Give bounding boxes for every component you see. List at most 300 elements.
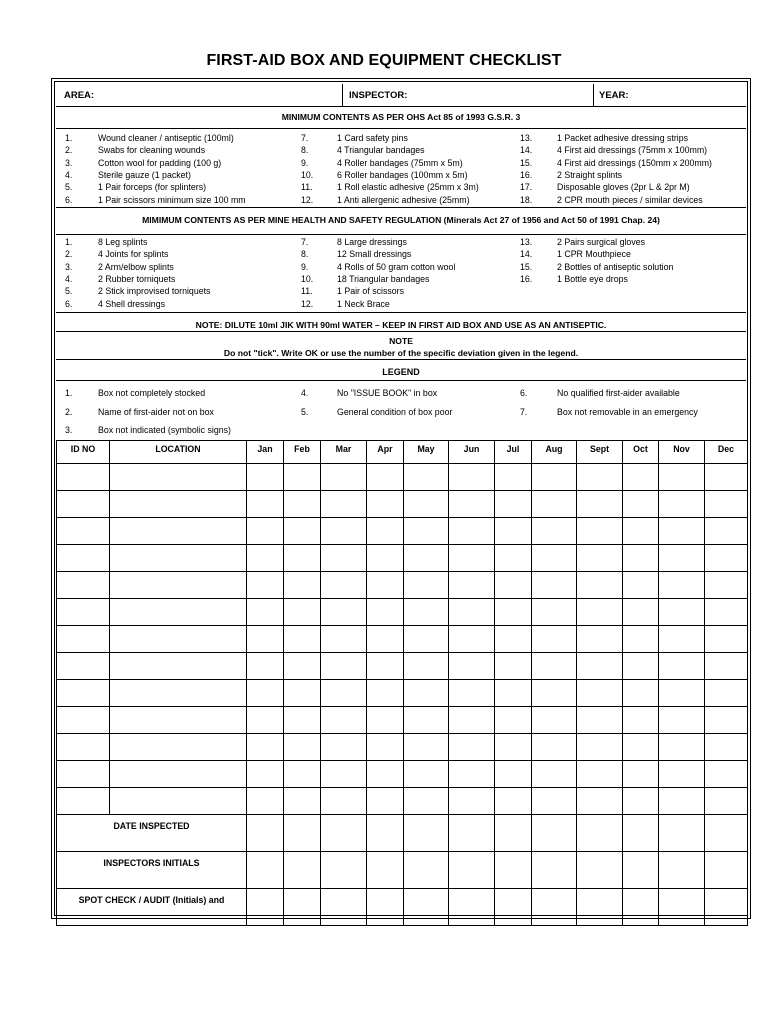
footer-row	[57, 815, 748, 852]
list-item: 4 First aid dressings (75mm x 100mm)	[557, 145, 708, 156]
table-cell[interactable]	[623, 852, 659, 889]
table-cell[interactable]	[449, 653, 495, 680]
table-cell[interactable]	[495, 889, 532, 926]
table-cell[interactable]	[284, 761, 321, 788]
table-cell[interactable]	[449, 626, 495, 653]
table-cell[interactable]	[577, 599, 623, 626]
list-item: 8 Large dressings	[337, 237, 407, 247]
table-cell[interactable]	[705, 680, 748, 707]
table-cell[interactable]	[247, 852, 284, 889]
table-cell[interactable]	[57, 761, 110, 788]
table-row	[57, 518, 748, 545]
list-item: 1 Neck Brace	[337, 298, 390, 309]
table-cell[interactable]	[623, 889, 659, 926]
table-cell[interactable]	[705, 815, 748, 852]
table-cell[interactable]	[577, 572, 623, 599]
item-number: 9.	[301, 157, 309, 168]
table-cell[interactable]	[110, 707, 247, 734]
table-cell[interactable]	[367, 572, 404, 599]
table-cell[interactable]	[321, 852, 367, 889]
table-cell[interactable]	[110, 491, 247, 518]
item-number: 11.	[301, 286, 313, 297]
table-cell[interactable]	[623, 545, 659, 572]
table-cell[interactable]	[110, 572, 247, 599]
table-cell[interactable]	[623, 707, 659, 734]
table-cell[interactable]	[247, 815, 284, 852]
item-number: 10.	[301, 169, 314, 180]
table-cell[interactable]	[321, 707, 367, 734]
footer-label: INSPECTORS INITIALS	[57, 852, 247, 889]
table-cell[interactable]	[495, 572, 532, 599]
table-cell[interactable]	[284, 545, 321, 572]
table-cell[interactable]	[110, 653, 247, 680]
table-cell[interactable]	[577, 491, 623, 518]
table-cell[interactable]	[57, 572, 110, 599]
table-cell[interactable]	[57, 599, 110, 626]
table-cell[interactable]	[321, 889, 367, 926]
column-header: ID NO	[57, 441, 110, 464]
table-cell[interactable]	[449, 545, 495, 572]
table-cell[interactable]	[659, 626, 705, 653]
table-cell[interactable]	[495, 626, 532, 653]
table-cell[interactable]	[57, 707, 110, 734]
legend-item: No "ISSUE BOOK" in box	[337, 388, 438, 398]
legend-title: LEGEND	[382, 367, 420, 377]
table-cell[interactable]	[623, 572, 659, 599]
table-cell[interactable]	[532, 889, 577, 926]
table-cell[interactable]	[532, 464, 577, 491]
table-cell[interactable]	[495, 734, 532, 761]
column-header: Jun	[449, 441, 495, 464]
table-cell[interactable]	[57, 464, 110, 491]
note-text: Do not "tick". Write OK or use the number of the specific deviation given in the legend.	[223, 348, 579, 358]
list-item: 4 Joints for splints	[98, 249, 169, 260]
table-cell[interactable]	[321, 464, 367, 491]
table-cell[interactable]	[247, 761, 284, 788]
table-cell[interactable]	[57, 518, 110, 545]
table-cell[interactable]	[404, 761, 449, 788]
table-cell[interactable]	[623, 518, 659, 545]
table-cell[interactable]	[577, 788, 623, 815]
table-cell[interactable]	[404, 680, 449, 707]
table-cell[interactable]	[449, 761, 495, 788]
table-cell[interactable]	[110, 545, 247, 572]
item-number: 12.	[301, 194, 314, 205]
item-number: 13.	[520, 237, 533, 247]
divider	[56, 128, 746, 129]
table-cell[interactable]	[110, 734, 247, 761]
table-cell[interactable]	[532, 518, 577, 545]
item-number: 14.	[520, 145, 533, 156]
table-cell[interactable]	[623, 680, 659, 707]
table-cell[interactable]	[57, 491, 110, 518]
table-cell[interactable]	[532, 572, 577, 599]
table-cell[interactable]	[57, 734, 110, 761]
table-cell[interactable]	[321, 788, 367, 815]
legend-item: Name of first-aider not on box	[98, 407, 214, 417]
table-cell[interactable]	[449, 788, 495, 815]
item-number: 17.	[520, 182, 533, 193]
table-cell[interactable]	[284, 572, 321, 599]
table-cell[interactable]	[367, 491, 404, 518]
table-cell[interactable]	[404, 852, 449, 889]
table-cell[interactable]	[284, 464, 321, 491]
table-cell[interactable]	[705, 734, 748, 761]
table-cell[interactable]	[367, 464, 404, 491]
column-header: Apr	[367, 441, 404, 464]
list-item: Disposable gloves (2pr L & 2pr M)	[557, 182, 690, 193]
table-cell[interactable]	[705, 545, 748, 572]
table-cell[interactable]	[367, 626, 404, 653]
table-cell[interactable]	[705, 491, 748, 518]
table-cell[interactable]	[623, 761, 659, 788]
table-cell[interactable]	[623, 653, 659, 680]
list-item: 12 Small dressings	[337, 249, 412, 260]
list-item: 1 Pair forceps (for splinters)	[98, 182, 207, 193]
table-cell[interactable]	[532, 815, 577, 852]
table-cell[interactable]	[659, 788, 705, 815]
table-cell[interactable]	[705, 518, 748, 545]
table-cell[interactable]	[577, 653, 623, 680]
table-cell[interactable]	[247, 518, 284, 545]
table-cell[interactable]	[659, 599, 705, 626]
table-cell[interactable]	[532, 545, 577, 572]
table-row	[57, 572, 748, 599]
table-cell[interactable]	[367, 734, 404, 761]
table-cell[interactable]	[449, 491, 495, 518]
item-number: 18.	[520, 194, 533, 205]
legend-item: Box not indicated (symbolic signs)	[98, 425, 231, 435]
table-cell[interactable]	[449, 518, 495, 545]
note-title: NOTE	[389, 336, 413, 346]
table-cell[interactable]	[705, 761, 748, 788]
table-cell[interactable]	[321, 491, 367, 518]
list-item: 4 Triangular bandages	[337, 145, 425, 156]
list-item: 4 First aid dressings (150mm x 200mm)	[557, 157, 712, 168]
table-cell[interactable]	[623, 815, 659, 852]
table-cell[interactable]	[404, 491, 449, 518]
table-cell[interactable]	[247, 599, 284, 626]
table-cell[interactable]	[705, 572, 748, 599]
table-cell[interactable]	[110, 518, 247, 545]
table-cell[interactable]	[705, 464, 748, 491]
table-cell[interactable]	[495, 761, 532, 788]
table-cell[interactable]	[705, 707, 748, 734]
table-cell[interactable]	[321, 734, 367, 761]
list-item: 8 Leg splints	[98, 237, 148, 247]
item-number: 2.	[65, 145, 73, 156]
table-cell[interactable]	[449, 599, 495, 626]
table-cell[interactable]	[449, 815, 495, 852]
table-cell[interactable]	[623, 626, 659, 653]
table-row	[57, 599, 748, 626]
divider	[56, 234, 746, 235]
table-cell[interactable]	[247, 491, 284, 518]
table-cell[interactable]	[321, 815, 367, 852]
table-cell[interactable]	[705, 626, 748, 653]
list-item: 1 Bottle eye drops	[557, 273, 628, 284]
table-cell[interactable]	[532, 788, 577, 815]
table-cell[interactable]	[404, 734, 449, 761]
table-cell[interactable]	[577, 761, 623, 788]
table-cell[interactable]	[110, 464, 247, 491]
table-cell[interactable]	[659, 572, 705, 599]
table-cell[interactable]	[495, 491, 532, 518]
table-cell[interactable]	[532, 653, 577, 680]
table-cell[interactable]	[321, 680, 367, 707]
table-cell[interactable]	[577, 518, 623, 545]
table-cell[interactable]	[367, 852, 404, 889]
list-item: 1 Pair of scissors	[337, 286, 404, 297]
item-number: 8.	[301, 145, 309, 156]
table-cell[interactable]	[247, 734, 284, 761]
table-cell[interactable]	[404, 788, 449, 815]
table-cell[interactable]	[247, 707, 284, 734]
table-cell[interactable]	[110, 761, 247, 788]
table-cell[interactable]	[659, 653, 705, 680]
table-cell[interactable]	[495, 788, 532, 815]
table-cell[interactable]	[404, 518, 449, 545]
inspector-label: INSPECTOR:	[349, 90, 408, 101]
item-number: 14.	[520, 249, 533, 260]
table-cell[interactable]	[495, 464, 532, 491]
table-cell[interactable]	[659, 889, 705, 926]
table-cell[interactable]	[449, 889, 495, 926]
table-row	[57, 680, 748, 707]
table-cell[interactable]	[367, 788, 404, 815]
header-row	[56, 84, 746, 107]
table-cell[interactable]	[367, 815, 404, 852]
table-cell[interactable]	[705, 852, 748, 889]
table-cell[interactable]	[367, 599, 404, 626]
column-header: May	[404, 441, 449, 464]
table-cell[interactable]	[367, 761, 404, 788]
table-header-row	[57, 441, 748, 464]
table-cell[interactable]	[495, 545, 532, 572]
table-cell[interactable]	[495, 707, 532, 734]
table-cell[interactable]	[577, 815, 623, 852]
table-cell[interactable]	[577, 707, 623, 734]
table-cell[interactable]	[623, 788, 659, 815]
table-cell[interactable]	[284, 491, 321, 518]
table-cell[interactable]	[284, 852, 321, 889]
table-cell[interactable]	[321, 545, 367, 572]
table-cell[interactable]	[321, 626, 367, 653]
table-cell[interactable]	[659, 761, 705, 788]
item-number: 4.	[65, 273, 73, 284]
table-cell[interactable]	[404, 707, 449, 734]
table-cell[interactable]	[57, 653, 110, 680]
item-number: 11.	[301, 182, 313, 193]
table-cell[interactable]	[247, 572, 284, 599]
table-cell[interactable]	[495, 599, 532, 626]
table-cell[interactable]	[659, 464, 705, 491]
table-cell[interactable]	[532, 680, 577, 707]
table-cell[interactable]	[404, 545, 449, 572]
table-cell[interactable]	[110, 626, 247, 653]
table-cell[interactable]	[404, 626, 449, 653]
table-cell[interactable]	[284, 815, 321, 852]
table-cell[interactable]	[367, 680, 404, 707]
table-cell[interactable]	[659, 707, 705, 734]
table-cell[interactable]	[247, 545, 284, 572]
table-cell[interactable]	[495, 653, 532, 680]
table-cell[interactable]	[577, 734, 623, 761]
table-cell[interactable]	[659, 680, 705, 707]
list-item: Wound cleaner / antiseptic (100ml)	[98, 133, 234, 143]
table-cell[interactable]	[449, 707, 495, 734]
column-header: Sept	[577, 441, 623, 464]
table-cell[interactable]	[321, 653, 367, 680]
table-cell[interactable]	[659, 734, 705, 761]
table-cell[interactable]	[705, 599, 748, 626]
table-cell[interactable]	[659, 815, 705, 852]
table-cell[interactable]	[247, 680, 284, 707]
table-cell[interactable]	[367, 889, 404, 926]
divider	[56, 331, 746, 332]
table-cell[interactable]	[247, 626, 284, 653]
table-cell[interactable]	[367, 545, 404, 572]
list-item: 1 CPR Mouthpiece	[557, 249, 631, 260]
list-item: 2 Stick improvised torniquets	[98, 286, 211, 297]
table-cell[interactable]	[659, 491, 705, 518]
column-header: Jan	[247, 441, 284, 464]
table-cell[interactable]	[321, 761, 367, 788]
table-cell[interactable]	[577, 852, 623, 889]
list-item: Swabs for cleaning wounds	[98, 145, 206, 156]
table-cell[interactable]	[367, 653, 404, 680]
table-cell[interactable]	[495, 815, 532, 852]
item-number: 16.	[520, 273, 533, 284]
table-cell[interactable]	[284, 680, 321, 707]
table-cell[interactable]	[404, 815, 449, 852]
table-cell[interactable]	[577, 545, 623, 572]
divider	[56, 207, 746, 208]
table-cell[interactable]	[532, 734, 577, 761]
table-cell[interactable]	[404, 572, 449, 599]
table-cell[interactable]	[247, 889, 284, 926]
table-cell[interactable]	[659, 852, 705, 889]
legend-number: 2.	[65, 407, 73, 417]
table-cell[interactable]	[247, 788, 284, 815]
table-cell[interactable]	[577, 464, 623, 491]
table-cell[interactable]	[57, 626, 110, 653]
table-row	[57, 734, 748, 761]
table-cell[interactable]	[247, 464, 284, 491]
table-cell[interactable]	[623, 464, 659, 491]
table-cell[interactable]	[110, 680, 247, 707]
footer-row	[57, 852, 748, 889]
section2-heading: MIMIMUM CONTENTS AS PER MINE HEALTH AND SAFETY REGULATION (Minerals Act 27 of 1956 and Act 50 of 1991 Chap. 24)	[142, 215, 660, 225]
table-cell[interactable]	[532, 626, 577, 653]
table-cell[interactable]	[532, 852, 577, 889]
table-cell[interactable]	[284, 653, 321, 680]
list-item: 4 Rolls of 50 gram cotton wool	[337, 261, 456, 272]
legend-number: 6.	[520, 388, 528, 398]
table-cell[interactable]	[321, 518, 367, 545]
divider	[56, 312, 746, 313]
table-cell[interactable]	[284, 889, 321, 926]
table-cell[interactable]	[532, 707, 577, 734]
table-cell[interactable]	[110, 788, 247, 815]
table-cell[interactable]	[367, 518, 404, 545]
table-cell[interactable]	[577, 889, 623, 926]
item-number: 3.	[65, 261, 73, 272]
table-cell[interactable]	[57, 545, 110, 572]
list-item: 1 Card safety pins	[337, 133, 408, 143]
table-cell[interactable]	[404, 599, 449, 626]
table-cell[interactable]	[284, 734, 321, 761]
column-header: LOCATION	[110, 441, 247, 464]
list-item: 2 Arm/elbow splints	[98, 261, 174, 272]
table-cell[interactable]	[284, 518, 321, 545]
table-cell[interactable]	[495, 852, 532, 889]
table-cell[interactable]	[110, 599, 247, 626]
table-cell[interactable]	[284, 707, 321, 734]
table-cell[interactable]	[623, 491, 659, 518]
table-cell[interactable]	[284, 599, 321, 626]
item-number: 4.	[65, 169, 73, 180]
item-number: 7.	[301, 237, 309, 247]
column-header: Feb	[284, 441, 321, 464]
table-cell[interactable]	[577, 626, 623, 653]
table-cell[interactable]	[495, 518, 532, 545]
table-cell[interactable]	[57, 788, 110, 815]
table-row	[57, 707, 748, 734]
table-cell[interactable]	[321, 599, 367, 626]
table-cell[interactable]	[449, 852, 495, 889]
antiseptic-note: NOTE: DILUTE 10ml JIK WITH 90ml WATER – KEEP IN FIRST AID BOX AND USE AS AN ANTISEPTIC.	[195, 320, 607, 330]
table-cell[interactable]	[284, 626, 321, 653]
table-cell[interactable]	[532, 761, 577, 788]
item-number: 2.	[65, 249, 73, 260]
table-row	[57, 491, 748, 518]
table-cell[interactable]	[495, 680, 532, 707]
divider	[56, 359, 746, 360]
table-cell[interactable]	[577, 680, 623, 707]
table-cell[interactable]	[404, 653, 449, 680]
list-item: 18 Triangular bandages	[337, 273, 430, 284]
table-cell[interactable]	[623, 599, 659, 626]
table-cell[interactable]	[247, 653, 284, 680]
list-item: 1 Packet adhesive dressing strips	[557, 133, 689, 143]
table-cell[interactable]	[705, 653, 748, 680]
table-cell[interactable]	[659, 518, 705, 545]
table-cell[interactable]	[284, 788, 321, 815]
list-item: 2 CPR mouth pieces / similar devices	[557, 194, 703, 205]
table-cell[interactable]	[321, 572, 367, 599]
table-cell[interactable]	[404, 889, 449, 926]
item-number: 16.	[520, 169, 533, 180]
table-cell[interactable]	[532, 599, 577, 626]
legend-item: Box not completely stocked	[98, 388, 206, 398]
table-cell[interactable]	[404, 464, 449, 491]
list-item: 4 Roller bandages (75mm x 5m)	[337, 157, 463, 168]
item-number: 13.	[520, 133, 533, 143]
table-cell[interactable]	[623, 734, 659, 761]
table-cell[interactable]	[449, 734, 495, 761]
table-cell[interactable]	[57, 680, 110, 707]
table-cell[interactable]	[705, 889, 748, 926]
table-cell[interactable]	[367, 707, 404, 734]
table-cell[interactable]	[449, 572, 495, 599]
table-cell[interactable]	[705, 788, 748, 815]
item-number: 8.	[301, 249, 309, 260]
table-cell[interactable]	[449, 680, 495, 707]
table-cell[interactable]	[532, 491, 577, 518]
table-cell[interactable]	[659, 545, 705, 572]
table-cell[interactable]	[449, 464, 495, 491]
